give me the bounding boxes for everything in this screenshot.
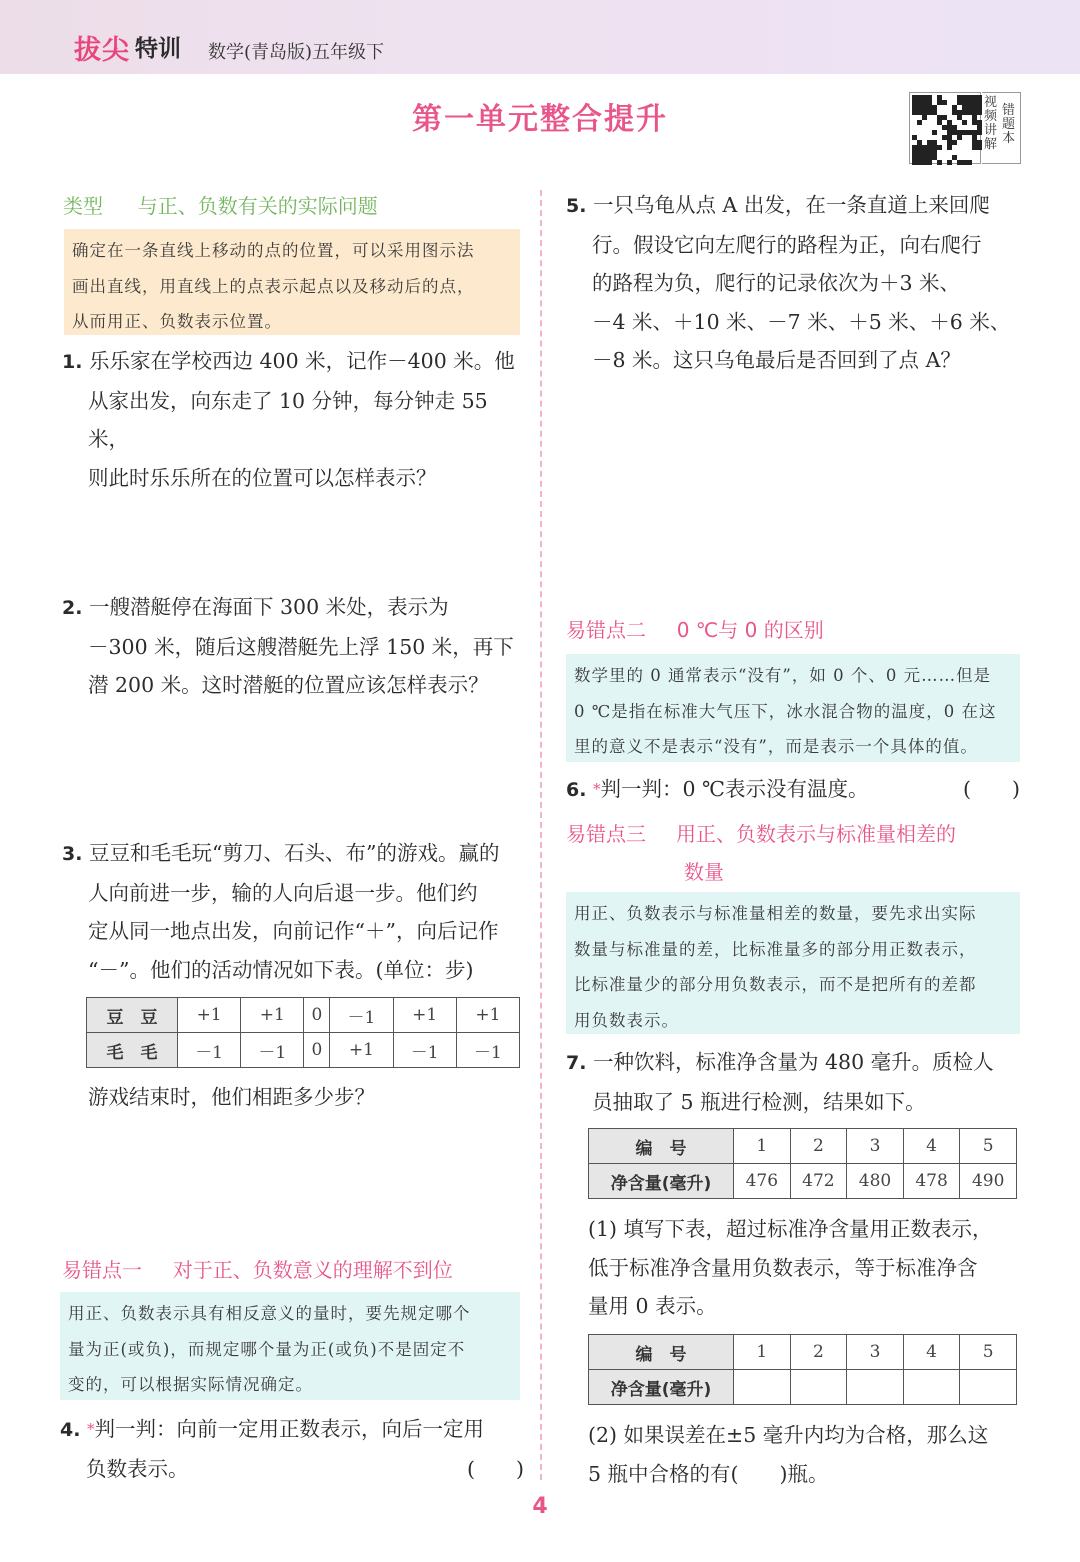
error-point-3-heading <box>566 815 956 891</box>
bottle-measure-table <box>588 1128 1017 1199</box>
tip-line: 从而用正、负数表示位置。 <box>72 312 282 331</box>
question-7-part-2 <box>588 1416 1028 1493</box>
question-7 <box>566 1043 1026 1121</box>
brand-logo-a: 拔尖 <box>74 35 130 66</box>
table-cell: +1 <box>178 998 241 1033</box>
error-point-2-heading <box>566 614 824 643</box>
question-1 <box>62 342 532 497</box>
tip-line: 用负数表示。 <box>574 1010 679 1030</box>
question-3-prompt: 游戏结束时，他们相距多少步？ <box>88 1085 375 1109</box>
table-cell: －1 <box>393 1033 456 1068</box>
type-heading <box>63 190 378 219</box>
tip-line: 用正、负数表示具有相反意义的量时，要先规定哪个 <box>68 1304 471 1323</box>
question-text: 定从同一地点出发，向前记作“＋”，向后记作 <box>88 919 499 943</box>
table-cell: 净含量(毫升) <box>589 1164 734 1199</box>
question-7-part-1 <box>588 1210 1028 1326</box>
table-cell: －1 <box>456 1033 519 1068</box>
tip-line: 画出直线，用直线上的点表示起点以及移动后的点， <box>72 276 475 296</box>
question-text: －300 米，随后这艘潜艇先上浮 150 米，再下 <box>88 634 514 659</box>
question-text: 潜 200 米。这时潜艇的位置应该怎样表示？ <box>88 673 489 697</box>
question-text: 则此时乐乐所在的位置可以怎样表示？ <box>88 465 437 490</box>
table-cell: 编 号 <box>589 1335 734 1370</box>
tip-line: 里的意义不是表示“没有”，而是表示一个具体的值。 <box>574 737 978 756</box>
question-number: 3. <box>62 843 83 865</box>
error-label: 易错点二 <box>566 618 646 642</box>
table-cell: 0 <box>304 1033 330 1068</box>
tip-line: 数学里的 0 通常表示“没有”，如 0 个、0 元……但是 <box>574 666 992 685</box>
question-text: “－”。他们的活动情况如下表。(单位：步) <box>88 957 474 982</box>
error-title: 对于正、负数意义的理解不到位 <box>172 1258 453 1282</box>
question-number: 5. <box>566 195 587 217</box>
answer-cell[interactable] <box>903 1370 960 1405</box>
question-text: 负数表示。 <box>86 1456 189 1481</box>
error-2-tip-box <box>566 654 1020 762</box>
table-row <box>87 998 520 1033</box>
answer-cell[interactable] <box>790 1370 847 1405</box>
table-row <box>589 1335 1017 1370</box>
brand-logo-b: 特训 <box>135 36 181 62</box>
column-divider <box>540 190 542 1480</box>
question-text: 量用 0 表示。 <box>588 1294 717 1318</box>
error-point-1-heading <box>62 1254 453 1283</box>
error-label: 易错点一 <box>62 1258 142 1282</box>
question-text: 的路程为负，爬行的记录依次为＋3 米、 <box>592 271 961 295</box>
table-row <box>589 1129 1017 1164</box>
question-number: 7. <box>566 1052 587 1074</box>
table-cell: 3 <box>847 1129 904 1164</box>
table-cell: 4 <box>903 1129 960 1164</box>
tip-line: 0 ℃是指在标准大气压下，冰水混合物的温度，0 在这 <box>574 701 997 721</box>
table-cell: 5 <box>960 1335 1017 1370</box>
tip-line: 确定在一条直线上移动的点的位置，可以采用图示法 <box>72 241 475 260</box>
question-text: 乐乐家在学校西边 400 米，记作－400 米。他 <box>88 349 515 373</box>
question-number: 6. <box>566 779 587 801</box>
answer-cell[interactable] <box>847 1370 904 1405</box>
question-number: 4. <box>60 1419 81 1441</box>
question-text: －4 米、＋10 米、－7 米、＋5 米、＋6 米、 <box>592 309 1011 334</box>
table-cell: 1 <box>734 1335 791 1370</box>
error-title: 用正、负数表示与标准量相差的 <box>676 822 956 846</box>
table-row <box>589 1164 1017 1199</box>
question-number: 2. <box>62 597 83 619</box>
page-number: 4 <box>532 1494 548 1519</box>
error-1-tip-box <box>60 1292 520 1400</box>
question-2 <box>62 588 532 705</box>
table-cell: －1 <box>241 1033 304 1068</box>
table-cell: 编 号 <box>589 1129 734 1164</box>
question-text: 一只乌龟从点 A 出发，在一条直道上来回爬 <box>592 193 990 217</box>
question-text: 豆豆和毛毛玩“剪刀、石头、布”的游戏。赢的 <box>88 841 500 865</box>
question-text: －8 米。这只乌龟最后是否回到了点 A？ <box>592 348 961 372</box>
table-row <box>87 1033 520 1068</box>
table-cell: 490 <box>960 1164 1017 1199</box>
table-cell: 472 <box>790 1164 847 1199</box>
tip-line: 比标准量少的部分用负数表示，而不是把所有的差都 <box>574 975 977 994</box>
book-subject: 数学(青岛版)五年级下 <box>208 42 385 63</box>
question-text: (1) 填写下表，超过标准净含量用正数表示， <box>588 1217 993 1241</box>
question-text: 人向前进一步，输的人向后退一步。他们约 <box>88 880 478 905</box>
question-text: 5 瓶中合格的有( )瓶。 <box>588 1461 829 1486</box>
table-row <box>589 1370 1017 1405</box>
tip-line: 量为正(或负)，而规定哪个量为正(或负)不是固定不 <box>68 1339 466 1359</box>
error-3-tip-box <box>566 892 1020 1034</box>
tip-line: 变的，可以根据实际情况确定。 <box>68 1375 313 1394</box>
table-cell: +1 <box>456 998 519 1033</box>
error-title: 数量 <box>684 860 724 884</box>
table-cell: 毛 毛 <box>87 1033 178 1068</box>
table-cell: －1 <box>330 998 393 1033</box>
question-text: 判一判：0 ℃表示没有温度。 <box>600 777 869 801</box>
star-icon: * <box>86 1420 95 1438</box>
answer-paren[interactable]: ( ) <box>467 1456 524 1481</box>
difference-answer-table <box>588 1334 1017 1405</box>
table-cell: +1 <box>330 1033 393 1068</box>
answer-paren[interactable]: ( ) <box>963 777 1020 801</box>
table-cell: +1 <box>241 998 304 1033</box>
table-cell: 豆 豆 <box>87 998 178 1033</box>
question-text: 低于标准净含量用负数表示，等于标准净含 <box>588 1255 978 1280</box>
error-label: 易错点三 <box>566 822 646 846</box>
qr-code-icon[interactable] <box>909 92 981 164</box>
table-cell: 净含量(毫升) <box>589 1370 734 1405</box>
table-cell: 3 <box>847 1335 904 1370</box>
question-6 <box>566 770 1026 810</box>
table-cell: 1 <box>734 1129 791 1164</box>
error-title: 0 ℃与 0 的区别 <box>676 618 824 642</box>
tip-line: 用正、负数表示与标准量相差的数量，要先求出实际 <box>574 904 977 923</box>
qr-label-errors: 错题本 <box>1002 103 1016 146</box>
star-icon: * <box>592 780 601 798</box>
table-cell: 476 <box>734 1164 791 1199</box>
page-title: 第一单元整合提升 <box>412 102 668 137</box>
table-cell: －1 <box>178 1033 241 1068</box>
question-3 <box>62 834 532 989</box>
question-text: 行。假设它向左爬行的路程为正，向右爬行 <box>592 232 982 257</box>
tip-line: 数量与标准量的差，比标准量多的部分用正数表示， <box>574 939 977 959</box>
question-text: 一种饮料，标准净含量为 480 毫升。质检人 <box>592 1050 994 1074</box>
table-cell: +1 <box>393 998 456 1033</box>
table-cell: 2 <box>790 1129 847 1164</box>
question-5 <box>566 186 1028 380</box>
answer-cell[interactable] <box>734 1370 791 1405</box>
table-cell: 0 <box>304 998 330 1033</box>
question-text: 从家出发，向东走了 10 分钟，每分钟走 55 米， <box>88 388 488 451</box>
type-tip-box <box>64 229 520 335</box>
type-title: 与正、负数有关的实际问题 <box>137 194 378 218</box>
answer-cell[interactable] <box>960 1370 1017 1405</box>
question-number: 1. <box>62 351 83 373</box>
question-text: 一艘潜艇停在海面下 300 米处，表示为 <box>88 595 449 619</box>
question-text: 判一判：向前一定用正数表示，向后一定用 <box>94 1417 484 1441</box>
table-cell: 4 <box>903 1335 960 1370</box>
table-cell: 5 <box>960 1129 1017 1164</box>
question-4 <box>60 1410 530 1488</box>
game-record-table <box>86 997 520 1068</box>
question-text: 员抽取了 5 瓶进行检测，结果如下。 <box>592 1089 926 1114</box>
table-cell: 480 <box>847 1164 904 1199</box>
question-text: (2) 如果误差在±5 毫升内均为合格，那么这 <box>588 1423 989 1447</box>
type-label: 类型 <box>63 194 103 218</box>
qr-label-video: 视频讲解 <box>984 95 998 152</box>
table-cell: 478 <box>903 1164 960 1199</box>
table-cell: 2 <box>790 1335 847 1370</box>
